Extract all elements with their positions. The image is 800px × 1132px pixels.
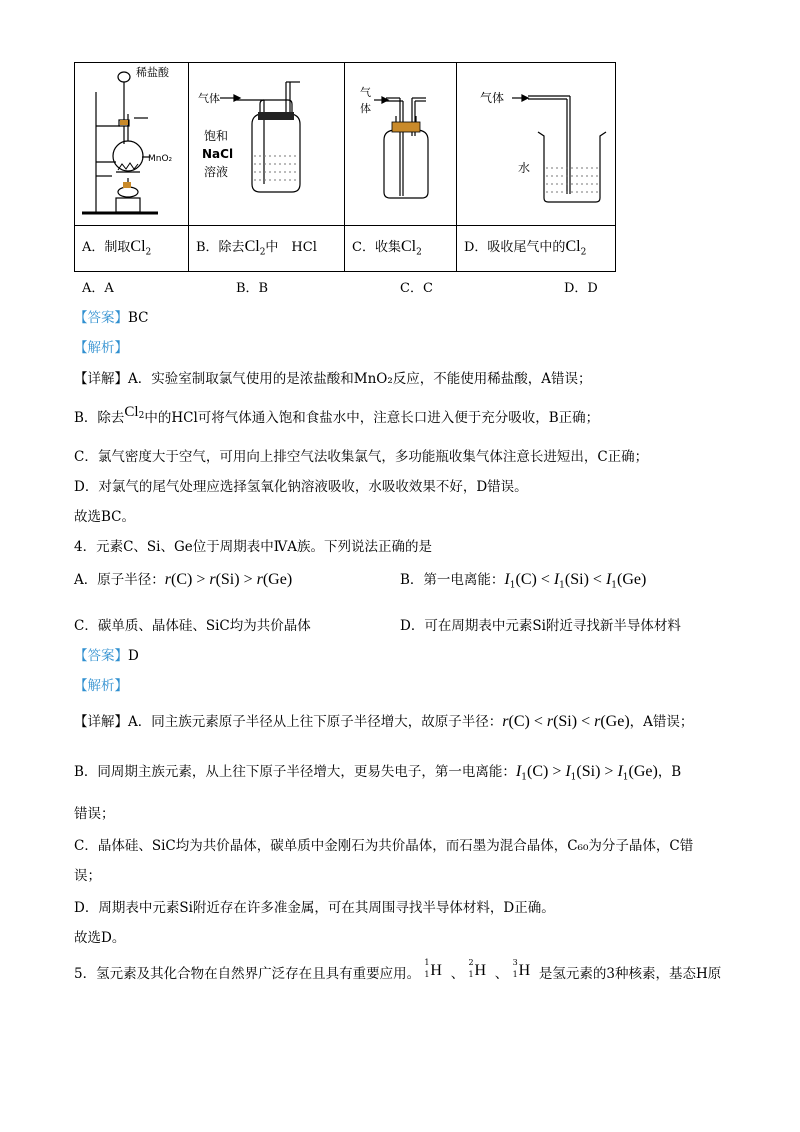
- gas-label-v1: 气: [360, 86, 371, 99]
- caption-d: D．吸收尾气中的$Cl_2$: [464, 238, 587, 258]
- q4-option-a: A．原子半径：r(C) > r(Si) > r(Ge): [74, 571, 293, 588]
- q3-line-a: 【详解】A．实验室制取氯气使用的是浓盐酸和MnO₂反应，不能使用稀盐酸，A错误；: [74, 371, 592, 387]
- nacl-label: NaCl: [202, 147, 234, 161]
- chlorine-generator-figure: [76, 64, 186, 224]
- q3-option-a: A．A: [82, 281, 114, 296]
- q4-option-b: B．第一电离能：$I_1(C) < I_1(Si) < I_1(Ge)$: [400, 571, 647, 591]
- q4-option-c: C．碳单质、晶体硅、SiC均为共价晶体: [74, 618, 311, 634]
- q4-stem: 4．元素C、Si、Ge位于周期表中ⅣA族。下列说法正确的是: [74, 539, 432, 555]
- dilute-hcl-label: 稀盐酸: [136, 66, 169, 79]
- q4-answer: 【答案】D: [74, 648, 139, 664]
- q3-line-b: B．除去$Cl_2$中的HCl可将气体通入饱和食盐水中，注意长口进入便于充分吸收，B正确；: [74, 404, 600, 426]
- q3-line-d: D．对氯气的尾气处理应选择氢氧化钠溶液吸收，水吸收效果不好，D错误。: [74, 479, 528, 495]
- divider: [188, 62, 189, 272]
- q4-conclusion: 故选D。: [74, 930, 126, 946]
- q4-line-b-cont: 错误；: [74, 806, 115, 822]
- mno2-label: MnO₂: [148, 154, 173, 164]
- gas-label-d: 气体: [480, 91, 505, 105]
- q3-conclusion: 故选BC。: [74, 509, 136, 525]
- divider: [74, 225, 616, 226]
- q3-option-b: B．B: [236, 281, 269, 296]
- q3-option-d: D．D: [564, 281, 598, 296]
- gas-label: 气体: [198, 92, 220, 105]
- q4-line-c-cont: 误；: [74, 868, 101, 884]
- caption-c: C．收集$Cl_2$: [352, 238, 422, 258]
- collecting-bottle-figure: [346, 64, 454, 224]
- q4-line-a: 【详解】A．同主族元素原子半径从上往下原子半径增大，故原子半径：r(C) < r(Si) < r(Ge)，A错误；: [74, 713, 694, 730]
- solution-label: 溶液: [204, 165, 229, 179]
- divider: [456, 62, 457, 272]
- h2-nuclide: 2 1 H: [468, 958, 487, 979]
- caption-a: A．制取$Cl_2$: [82, 238, 152, 258]
- q3-analysis-label: 【解析】: [74, 340, 128, 356]
- washing-bottle-figure: [190, 64, 342, 224]
- q5-stem: 5．氢元素及其化合物在自然界广泛存在且具有重要应用。 1 1 H 、 2 1 H 、 3 1 H 是氢元素的3种核素，基态H原: [74, 958, 722, 982]
- q4-analysis-label: 【解析】: [74, 678, 128, 694]
- q3-option-c: C．C: [400, 281, 433, 296]
- gas-label-v2: 体: [360, 102, 371, 115]
- caption-b: B．除去$Cl_2$中 HCl: [196, 238, 317, 258]
- beaker-figure: [458, 64, 614, 224]
- apparatus-table: [74, 62, 616, 272]
- q4-line-c: C．晶体硅、SiC均为共价晶体，碳单质中金刚石为共价晶体，而石墨为混合晶体，C₆₀为分子晶体，C错: [74, 838, 694, 854]
- q4-line-b: B．同周期主族元素，从上往下原子半径增大，更易失电子，第一电离能：$I_1(C) > I_1(Si) > I_1(Ge)$，B: [74, 763, 682, 783]
- q3-answer: 【答案】BC: [74, 310, 149, 326]
- q4-line-d: D．周期表中元素Si附近存在许多准金属，可在其周围寻找半导体材料，D正确。: [74, 900, 555, 916]
- q3-line-c: C．氯气密度大于空气，可用向上排空气法收集氯气，多功能瓶收集气体注意长进短出，C正确；: [74, 449, 649, 465]
- divider: [344, 62, 345, 272]
- h1-nuclide: 1 1 H: [424, 958, 442, 979]
- water-label: 水: [518, 161, 531, 175]
- saturated-label: 饱和: [204, 129, 229, 143]
- q4-option-d: D．可在周期表中元素Si附近寻找新半导体材料: [400, 618, 681, 634]
- h3-nuclide: 3 1 H: [512, 958, 531, 979]
